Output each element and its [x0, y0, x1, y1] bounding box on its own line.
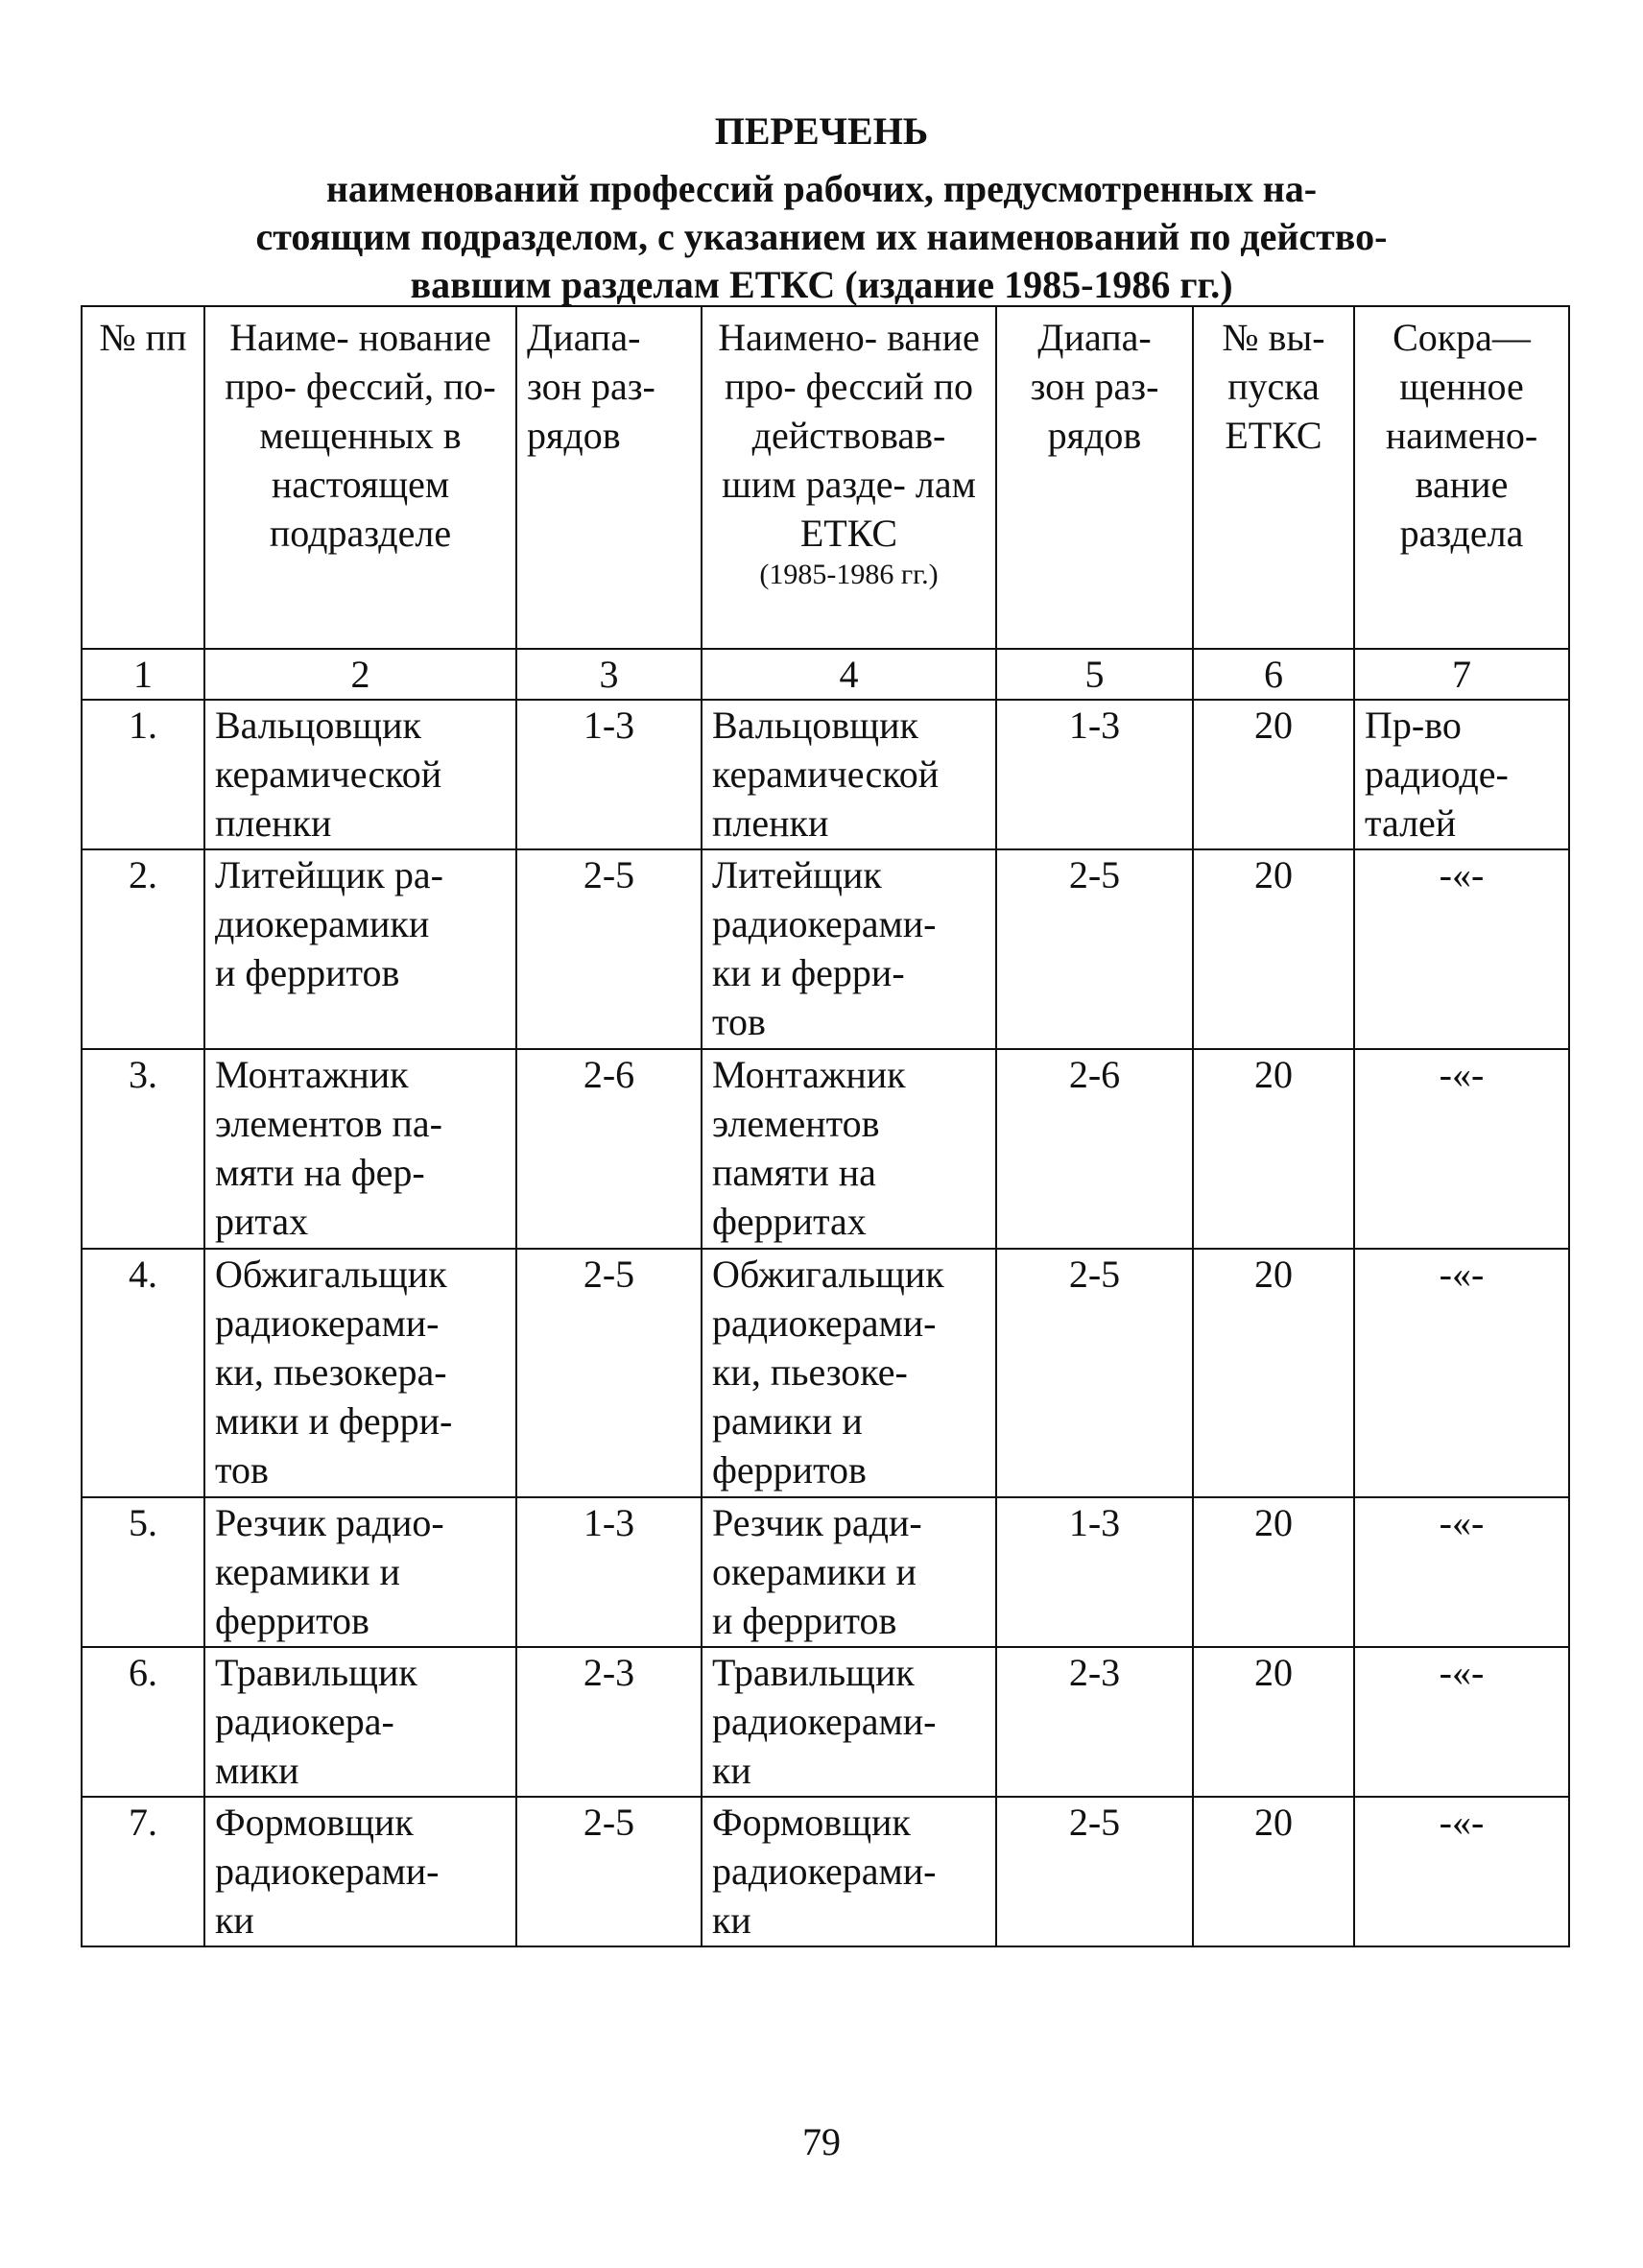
old-profession-name: Обжигальщик радиокерами- ки, пьезоке- рамики и ферритов [702, 1249, 996, 1497]
row-number: 6. [82, 1647, 204, 1797]
section-name: -«- [1354, 1049, 1569, 1249]
profession-name: Резчик радио- керамики и ферритов [204, 1497, 516, 1647]
row-number: 3. [82, 1049, 204, 1249]
old-grade-range: 2-6 [996, 1049, 1193, 1249]
section-name: -«- [1354, 1249, 1569, 1497]
section-name: -«- [1354, 1647, 1569, 1797]
row-number: 2. [82, 849, 204, 1049]
row-number: 5. [82, 1497, 204, 1647]
section-name: -«- [1354, 1497, 1569, 1647]
table-row [82, 1049, 1569, 1249]
section-name: Пр-во радиоде- талей [1354, 700, 1569, 849]
header-cell-new-range: Диапа- зон раз- рядов [516, 306, 702, 649]
subtitle-line-1: наименований профессий рабочих, предусмотренных на- [325, 167, 1318, 210]
table-row [82, 849, 1569, 1049]
header-cell-issue: № вы- пуска ЕТКС [1193, 306, 1354, 649]
document-title: ПЕРЕЧЕНЬ [714, 109, 929, 153]
old-profession-name: Травильщик радиокерами- ки [702, 1647, 996, 1797]
grade-range: 1-3 [516, 1497, 702, 1647]
old-grade-range: 1-3 [996, 1497, 1193, 1647]
professions-table [81, 305, 1570, 1947]
old-profession-name: Резчик ради- окерамики и и ферритов [702, 1497, 996, 1647]
header-cell-number: № пп [82, 306, 204, 649]
column-number: 1 [82, 649, 204, 700]
row-number: 4. [82, 1249, 204, 1497]
grade-range: 2-6 [516, 1049, 702, 1249]
profession-name: Литейщик ра- диокерамики и ферритов [204, 849, 516, 1049]
row-number: 7. [82, 1797, 204, 1946]
column-number: 4 [702, 649, 996, 700]
old-grade-range: 2-5 [996, 849, 1193, 1049]
section-name: -«- [1354, 1797, 1569, 1946]
row-number: 1. [82, 700, 204, 849]
header-cell-old-range: Диапа- зон раз- рядов [996, 306, 1193, 649]
grade-range: 1-3 [516, 700, 702, 849]
subtitle-line-2: стоящим подразделом, с указанием их наименований по действо- [255, 215, 1388, 258]
old-profession-name: Литейщик радиокерами- ки и ферри- тов [702, 849, 996, 1049]
column-number: 3 [516, 649, 702, 700]
old-grade-range: 1-3 [996, 700, 1193, 849]
profession-name: Травильщик радиокера- мики [204, 1647, 516, 1797]
etks-issue: 20 [1193, 1797, 1354, 1946]
old-profession-name: Монтажник элементов памяти на ферритах [702, 1049, 996, 1249]
table-row [82, 1249, 1569, 1497]
column-number: 2 [204, 649, 516, 700]
grade-range: 2-5 [516, 1797, 702, 1946]
subtitle-line-3: вавшим разделам ЕТКС (издание 1985-1986 гг.) [410, 263, 1233, 306]
table-row [82, 1497, 1569, 1647]
profession-name: Обжигальщик радиокерами- ки, пьезокера- мики и ферри- тов [204, 1249, 516, 1497]
profession-name: Формовщик радиокерами- ки [204, 1797, 516, 1946]
etks-issue: 20 [1193, 1049, 1354, 1249]
old-grade-range: 2-5 [996, 1797, 1193, 1946]
grade-range: 2-3 [516, 1647, 702, 1797]
column-number: 6 [1193, 649, 1354, 700]
header-cell-new-name: Наиме- нование про- фессий, по- мещенных в настоящем подразделе [204, 306, 516, 649]
section-name: -«- [1354, 849, 1569, 1049]
header-note: (1985-1986 гг.) [759, 559, 939, 590]
old-grade-range: 2-5 [996, 1249, 1193, 1497]
column-number: 7 [1354, 649, 1569, 700]
table-header-row [82, 306, 1569, 649]
old-grade-range: 2-3 [996, 1647, 1193, 1797]
profession-name: Монтажник элементов па- мяти на фер- ритах [204, 1049, 516, 1249]
grade-range: 2-5 [516, 849, 702, 1049]
table-row [82, 1797, 1569, 1946]
header-cell-old-name: Наимено- вание про- фессий по действовав- шим разде- лам ЕТКС (1985-1986 гг.) [702, 306, 996, 649]
column-number: 5 [996, 649, 1193, 700]
etks-issue: 20 [1193, 1249, 1354, 1497]
page-number: 79 [802, 2120, 841, 2163]
etks-issue: 20 [1193, 700, 1354, 849]
profession-name: Вальцовщик керамической пленки [204, 700, 516, 849]
column-number-row [82, 649, 1569, 700]
etks-issue: 20 [1193, 1647, 1354, 1797]
old-profession-name: Вальцовщик керамической пленки [702, 700, 996, 849]
header-cell-section: Сокра— щенное наимено- вание раздела [1354, 306, 1569, 649]
table-row [82, 700, 1569, 849]
grade-range: 2-5 [516, 1249, 702, 1497]
old-profession-name: Формовщик радиокерами- ки [702, 1797, 996, 1946]
etks-issue: 20 [1193, 1497, 1354, 1647]
etks-issue: 20 [1193, 849, 1354, 1049]
table-row [82, 1647, 1569, 1797]
